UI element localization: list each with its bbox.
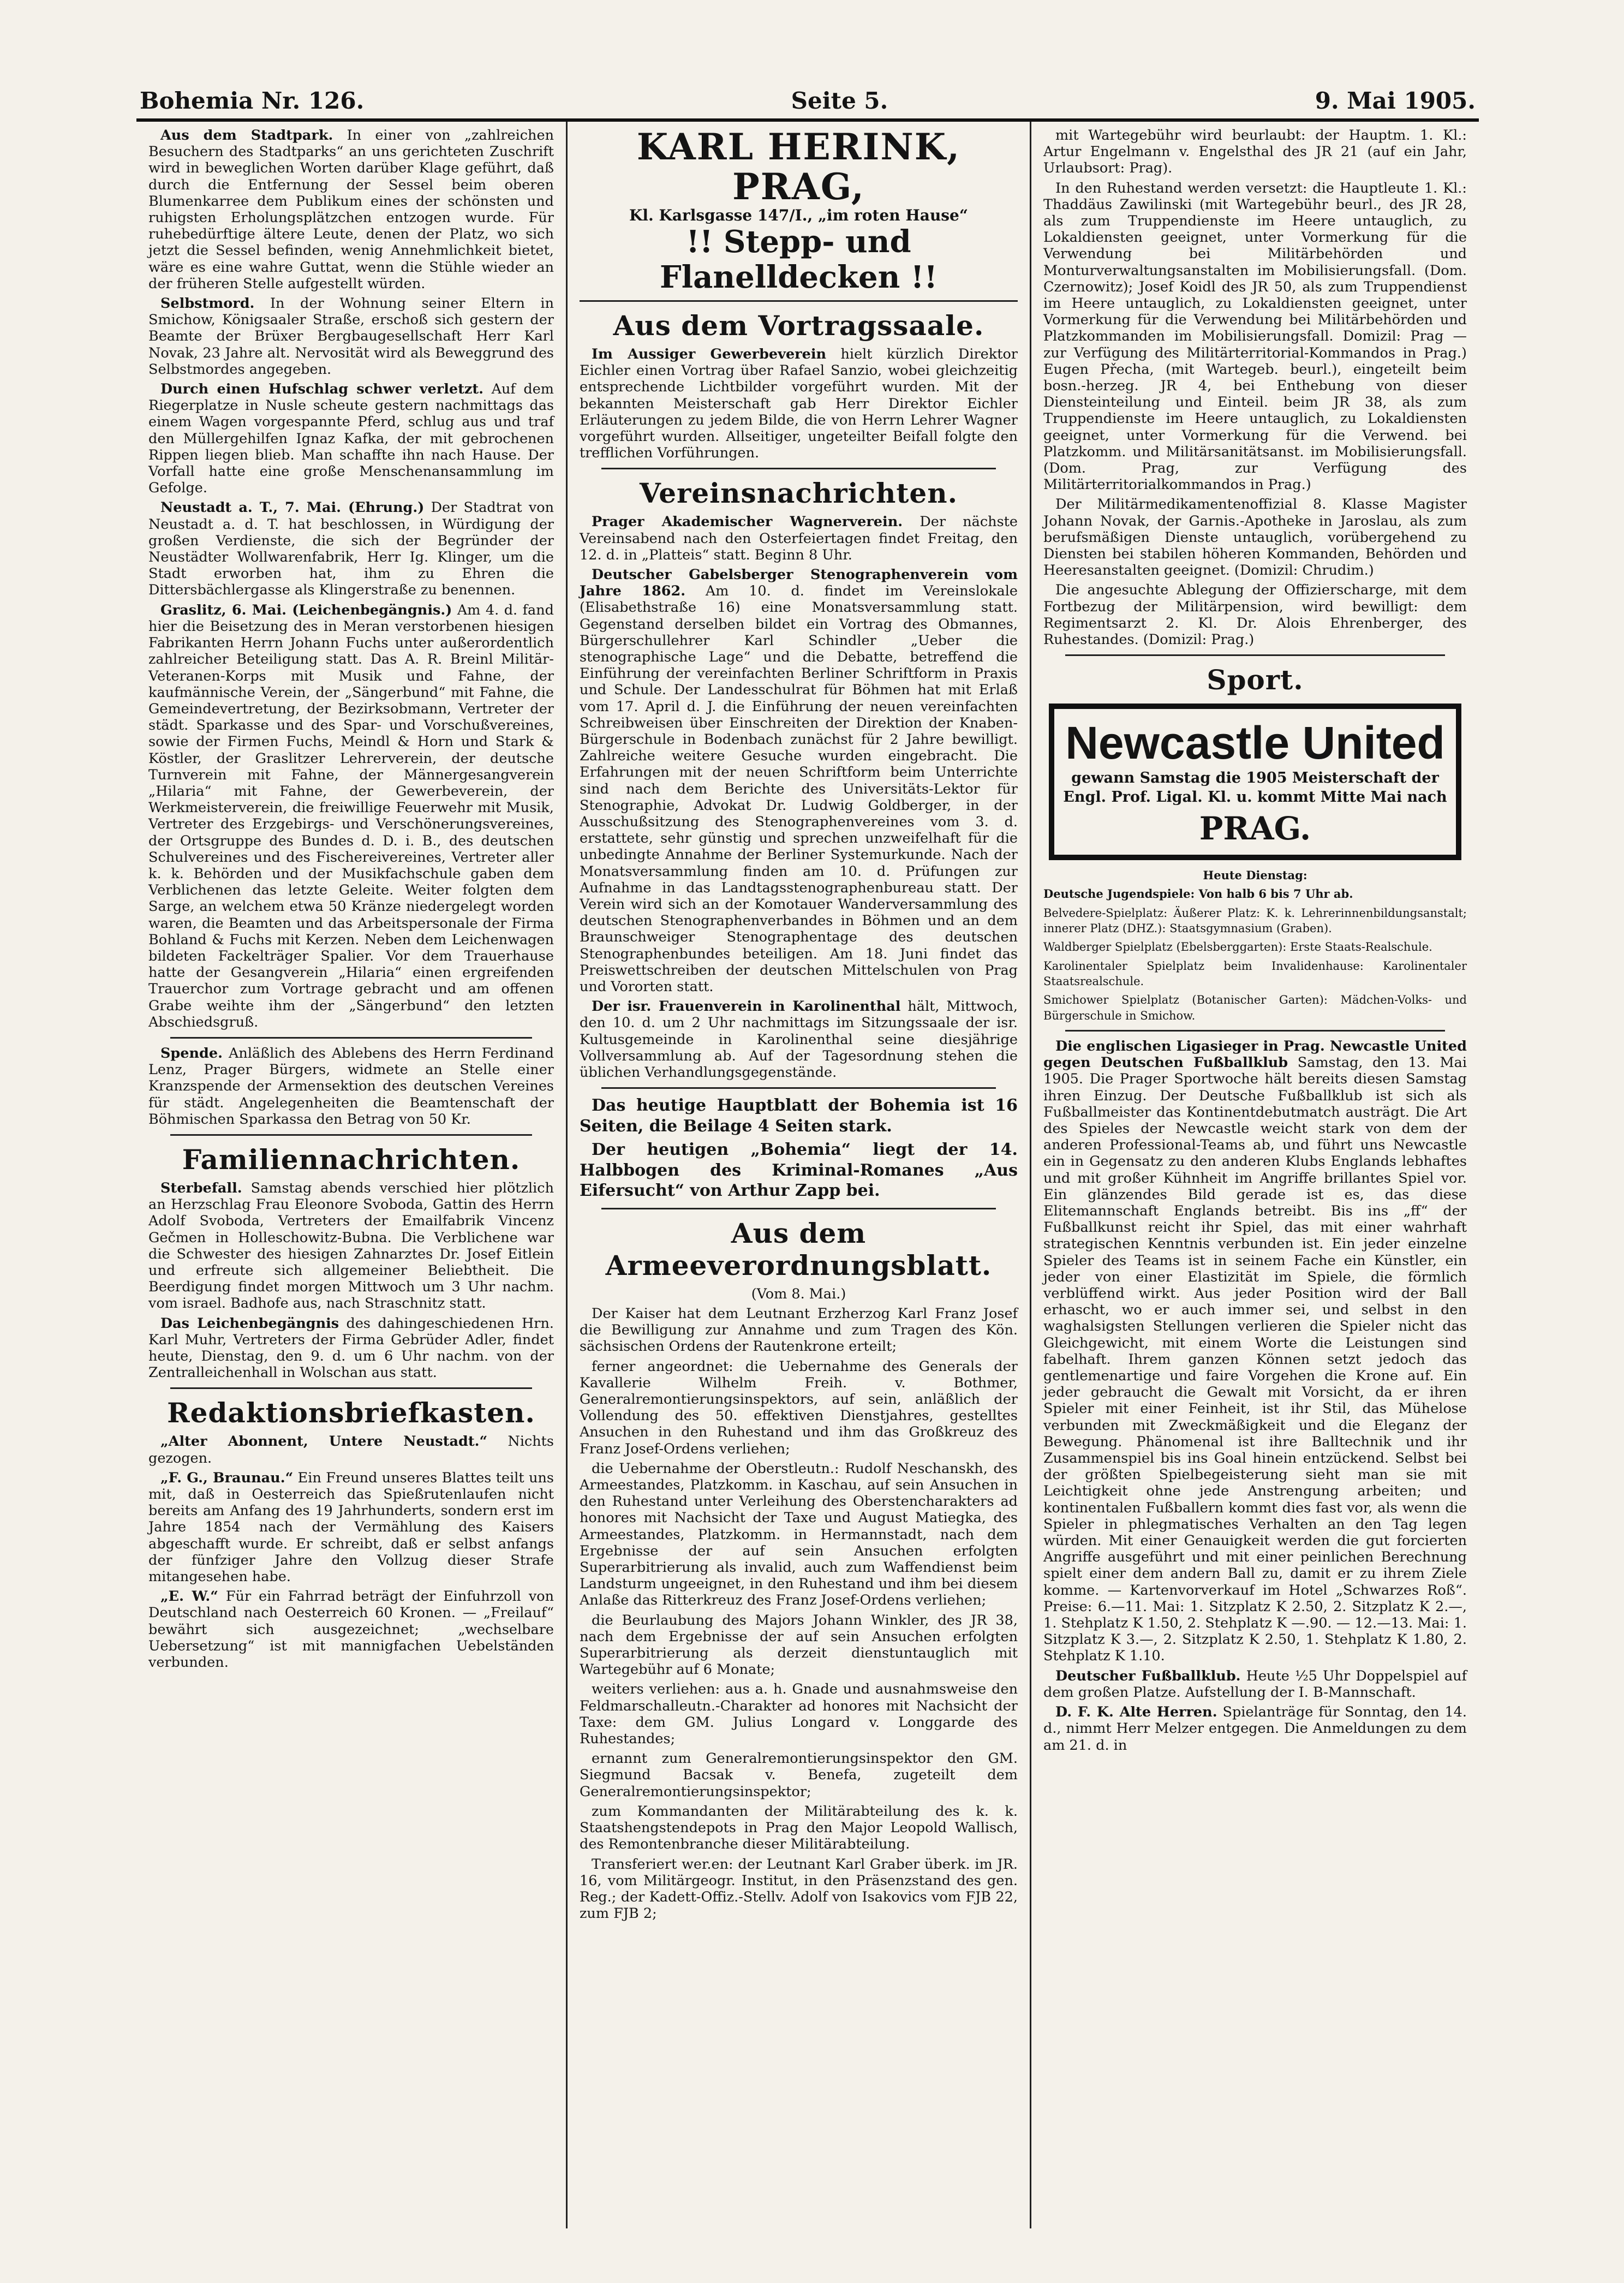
armee-item: zum Kommandanten der Militärabteilung des k. k. Staatshengstendepots in Prag den Major Leopold Wallisch, des Remontenbranche dieser Militärabteilung. [580,1803,1018,1853]
article-hufschlag [148,381,554,496]
article-wagnerverein [580,514,1018,563]
heute-line: Karolinentaler Spielplatz beim Invalidenhause: Karolinentaler Staatsrealschule. [1043,959,1467,988]
section-title-vereinsnachrichten: Vereinsnachrichten. [639,477,958,510]
article-text: Auf dem Riegerplatze in Nusle scheute gestern nachmittags das einem Wagen vorgespannte Pferd, schlug aus und traf den Müllergehilfen Ignaz Kafka, der mit gebrochenen Rippen liegen blieb. Man schaffte ihn nach Hause. Der Vorfall hatte eine große Menschenansammlung im Gefolge. [148,381,554,497]
article-fussballklub [1043,1668,1467,1701]
letter-text: Für ein Fahrrad beträgt der Einfuhrzoll von Deutschland nach Oesterreich 60 Kronen. — „Freilauf“ bewährt sich ausgezeichnet; „wechselbare Uebersetzung“ ist mit mannigfachen Uebelständen verbunden. [148,1588,554,1671]
ad-text: gewann Samstag die 1905 Meisterschaft der Engl. Prof. Ligal. Kl. u. kommt Mitte Mai nach [1063,769,1447,806]
heute-line: Smichower Spielplatz (Botanischer Garten): Mädchen-Volks- und Bürgerschule in Smichow. [1043,993,1467,1022]
ad-product: !! Stepp- und Flanelldecken !! [660,224,938,295]
armee-item: Die angesuchte Ablegung der Offizierscharge, mit dem Fortbezug der Militärpension, wird bewilligt: dem Regimentsarzt 2. Kl. Dr. Alois Ehrenberger, des Ruhestandes. (Domizil: Prag.) [1043,582,1467,648]
divider [601,1087,996,1089]
armee-item: weiters verliehen: aus a. h. Gnade und ausnahmsweise den Feldmarschalleutn.-Charakter ad honores mit Nachsicht der Taxe: dem GM. Julius Longard v. Longgarde des Ruhestandes; [580,1681,1018,1748]
column-1 [136,122,568,2228]
article-text: In einer von „zahlreichen Besuchern des Stadtparks“ an uns gerichteten Zuschrift wird in beweglichen Worten darüber Klage geführt, daß durch die Entfernung der Sessel beim oberen Blumenkarree dem Publikum eines der schönsten und ruhigsten Erholungsplätzchen entzogen wurde. Für ruhebedürftige ältere Leute, denen der Platz, wo sich jetzt die Sessel befinden, wenig Annehmlichkeit bietet, wäre es eine wahre Guttat, wenn die Stühle wieder an der früheren Stelle aufgestellt würden. [148,127,554,292]
article-lead: Durch einen Hufschlag schwer verletzt. [160,381,484,398]
article-text: Spielanträge für Sonntag, den 14. d., nimmt Herr Melzer entgegen. Die Anmeldungen zu dem am 21. d. in [1043,1704,1467,1754]
article-lead: Neustadt a. T., 7. Mai. (Ehrung.) [160,499,425,516]
article-text: Samstag, den 13. Mai 1905. Die Prager Sportwoche hält bereits diesen Samstag ihren Einzug. Der Deutsche Fußballklub ist sich als Fußballmeister das Kontinentdebutmatch austrägt. Die Art des Spieles der Newcastle weicht stark von dem der anderen Professional-Teams ab, und führt uns Newcastle ein in Gegensatz zu den anderen Klubs Englands lebhaftes und mit großer Kühnheit im Angriffe brillantes Spiel vor. Ein glänzendes Bild gerade ist es, das diese Elitemannschaft Englands betreibt. Bis ins „ff“ der Fußballkunst reicht ihr Spiel, das mit einer wahrhaft strategischen Kenntnis verbunden ist. Ein jeder einzelne Spieler des Teams ist in seinem Fache ein Künstler, ein jeder von einer Elastizität im Spiele, die förmlich verblüffend wirkt. Aus jeder Position wird der Ball erhascht, wo er auch immer sei, und selbst in den waghalsigsten Stellungen verlieren die Spieler nicht das Gleichgewicht, mit einem Worte die Leistungen sind fabelhaft. Ihrem ganzen Können setzt jedoch das gentlemenartige und faire Vorgehen die Krone auf. Ein jeder gebraucht die Gewalt mit Vorsicht, da er ihren Spieler mit einer Feinheit, ist ihr Stil, das Mühelose verbunden mit Zweckmäßigkeit und die Eleganz der Bewegung. Phänomenal ist ihre Balltechnik und ihr Zusammenspiel bis ins Goal hinein entzückend. Selbst bei der größten Spielbegeisterung sieht man sie mit Leichtigkeit ohne jede Anstrengung arbeiten; und kontinentalen Fußballern kommt dies fast vor, als wenn die Spieler in phlegmatisches Verhalten an den Tag legen würden. Mit einer Genauigkeit werden die gut forcierten Angriffe ausgeführt und mit einer peinlichen Berechnung spielt einer dem andern Ball zu, damit er zu ihrem Ziele komme. — Kartenvorverkauf im Hotel „Schwarzes Roß“. Preise: 6.—11. Mai: 1. Sitzplatz K 2.50, 2. Sitzplatz K 2.—, 1. Stehplatz K 1.50, 2. Stehplatz K —.90. — 12.—13. Mai: 1. Sitzplatz K 3.—, 2. Sitzplatz K 2.50, 1. Stehplatz K 1.80, 2. Stehplatz K 1.10. [1043,1054,1467,1665]
letter-lead: „Alter Abonnent, Untere Neustadt.“ [160,1433,488,1450]
heute-line: Deutsche Jugendspiele: Von halb 6 bis 7 Uhr ab. [1043,887,1353,901]
article-lead: Im Aussiger Gewerbeverein [592,345,827,362]
ad-headline: KARL HERINK, PRAG, [636,126,961,208]
armee-item: ernannt zum Generalremontierungsinspektor den GM. Siegmund Bacsak v. Benefa, zugeteilt dem Generalremontierungsinspektor; [580,1750,1018,1800]
article-selbstmord [148,295,554,378]
article-text: Der nächste Vereinsabend nach den Osterfeiertagen findet Freitag, den 12. d. in „Platteis“ statt. Beginn 8 Uhr. [580,514,1018,563]
armee-item: In den Ruhestand werden versetzt: die Hauptleute 1. Kl.: Thaddäus Zawilinski (mit Wartegebühr beurl., des JR 28, als zum Truppendienste im Heere untauglich, zu Lokaldiensten geeignet, unter Vormerkung für die Verwendung bei Militärbehörden und Monturverwaltungsanstalten im Mobilisierungsfall. (Dom. Czernowitz); Josef Koidl des JR 50, als zum Truppendienst im Heere untauglich, zu Lokaldiensten geeignet, unter Vormerkung für die Verwendung bei Militärbehörden und Platzkommanden im Mobilisierungsfall. Domizil: Prag — zur Verfügung des Militärterritorial-Kommandos in Prag.) Eugen Přecha, (mit Wartegeb. beurl.), eingeteilt beim bosn.-herzeg. JR 4, bei Enthebung von dieser Diensteinteilung und Einteil. beim JR 38, als zum Truppendienste im Heere untauglich, zu Lokaldiensten geeignet, unter Vormerkung für die Verwend. bei Platzkomm. und Militärsanitätsanst. im Mobilisierungsfall. (Dom. Prag, zur Verfügung des Militärterritorialkommandos in Prag.) [1043,180,1467,493]
header-date: 9. Mai 1905. [1315,87,1476,114]
letter-lead: „E. W.“ [160,1588,218,1605]
armee-item: mit Wartegebühr wird beurlaubt: der Hauptm. 1. Kl.: Artur Engelmann v. Engelsthal des JR 21 (auf ein Jahr, Urlaubsort: Prag). [1043,127,1467,177]
letter-item [148,1470,554,1585]
article-lead: Prager Akademischer Wagnerverein. [592,514,903,530]
article-lead: Aus dem Stadtpark. [160,127,333,144]
header-page-number: Seite 5. [791,87,888,114]
section-title-familiennachrichten: Familiennachrichten. [182,1143,521,1176]
ad-address: Kl. Karlsgasse 147/I., „im roten Hause“ [629,206,968,225]
heute-line: Waldberger Spielplatz (Ebelsberggarten): Erste Staats-Realschule. [1043,940,1432,954]
article-frauenverein [580,998,1018,1081]
armee-item: ferner angeordnet: die Uebernahme des Generals der Kavallerie Wilhelm Freih. v. Bothmer, Generalremontierungsinspektors, auf sein, anläßlich der Vollendung des 50. effektiven Dienstjahres, gestelltes Ansuchen in den Ruhestand und ihm das Großkreuz des Franz Josef-Ordens verliehen; [580,1358,1018,1457]
armee-item: Transferiert wer.en: der Leutnant Karl Graber überk. im JR. 16, vom Militärgeogr. Institut, in den Präsenzstand des gen. Reg.; der Kadett-Offiz.-Stellv. Adolf von Isakovics vom FJB 22, zum FJB 2; [580,1856,1018,1922]
ad-headline: Newcastle United [1065,717,1445,769]
armee-item: die Beurlaubung des Majors Johann Winkler, des JR 38, nach dem Ergebnisse der auf sein Ansuchen erfolgten Superarbitrierung als derzeit dienstuntauglich mit Wartegebühr auf 6 Monate; [580,1612,1018,1678]
column-2 [568,122,1031,2228]
article-lead: Die englischen Ligasieger in Prag. Newcastle United gegen Deutschen Fußballklub [1043,1038,1467,1071]
armee-item: Der Militärmedikamentenoffizial 8. Klasse Magister Johann Novak, der Garnis.-Apotheke in Jaroslau, als zum berufsmäßigen Dienste untauglich, vorübergehend zu Diensten bei stabilen höheren Kommanden, Behörden und Heeresanstalten geeignet. (Domizil: Chrudim.) [1043,496,1467,579]
divider [170,1037,532,1039]
article-lead: Spende. [160,1045,223,1062]
article-alte-herren [1043,1704,1467,1754]
advertisement-herink [580,127,1018,302]
article-text: hält, Mittwoch, den 10. d. um 2 Uhr nachmittags im Sitzungssaale der isr. Kultusgemeinde in Karolinenthal seine diesjährige Vollversammlung ab. Auf der Tagesordnung stehen die üblichen Verhandlungsgegenstände. [580,998,1018,1081]
section-title-redaktionsbriefkasten: Redaktionsbriefkasten. [167,1397,535,1429]
article-lead: D. F. K. Alte Herren. [1055,1704,1217,1721]
divider [170,1134,532,1136]
newspaper-page [136,87,1479,2243]
article-text: Am 4. d. fand hier die Beisetzung des in Meran verstorbenen hiesigen Fabrikanten Herrn Johann Fuchs unter außerordentlich zahlreicher Beteiligung statt. Das A. R. Breinl Militär-Veteranen-Korps mit Musik und Fahne, der kaufmännische Verein, der „Sängerbund“ mit Fahne, die Gemeindevertretung, der Bezirksobmann, Vertreter der städt. Sparkasse und des Spar- und Vorschußvereines, sowie der Firmen Fuchs, Meindl & Horn und Stark & Köstler, der Graslitzer Lehrerverein, der deutsche Turnverein mit Fahne, der Männergesangverein „Hilaria“ mit Fahne, der Gewerbeverein, der Werkmeisterverein, die freiwillige Feuerwehr mit Musik, Vertreter des Erzgebirgs- und Verschönerungsvereines, der Ortsgruppe des Bundes d. D. i. B., des deutschen Schulvereines und des Fischereivereines, Vertreter aller k. k. Behörden und der Musikfachschule gaben dem Verblichenen das letzte Geleite. Weiter folgten dem Sarge, an welchem etwa 50 Kränze niedergelegt worden waren, die Beamten und das Arbeitspersonale der Firma Bohland & Fuchs mit Kerzen. Neben dem Leichenwagen bildeten Fackelträger Spalier. Vor dem Trauerhause hatte der Gesangverein „Hilaria“ einen ergreifenden Trauerchor zum Vortrage gebracht und am offenen Grabe weihte ihm der „Sängerbund“ den letzten Abschiedsgruß. [148,601,554,1030]
article-lead: Der isr. Frauenverein in Karolinenthal [592,998,901,1015]
notice-page-count: Das heutige Hauptblatt der Bohemia ist 16 Seiten, die Beilage 4 Seiten stark. [580,1096,1018,1136]
article-text: Samstag abends verschied hier plötzlich an Herzschlag Frau Eleonore Svoboda, Gattin des Herrn Adolf Svoboda, Vertreters der Emailfabrik Vincenz Gečmen in Holleschowitz-Bubna. Die Verblichene war die Schwester des hiesigen Zahnarztes Dr. Josef Eitlein und erfreute sich allgemeiner Beliebtheit. Die Beerdigung findet morgen Mittwoch um 3 Uhr nachm. vom israel. Badhofe aus, nach Straschnitz statt. [148,1179,554,1312]
letter-lead: „F. G., Braunau.“ [160,1469,294,1486]
armee-item: die Uebernahme der Oberstleutn.: Rudolf Neschanskh, des Armeestandes, Platzkomm. in Kaschau, auf sein Ansuchen in den Ruhestand unter Verleihung des Oberstencharakters ad honores mit Nachsicht der Taxe und August Matiegka, des Armeestandes, Platzkomm. in Hermannstadt, nach dem Ergebnisse der auf sein Ansuchen erfolgten Superarbitrierung als invalid, auch zum Waffendienst beim Landsturm ungeeignet, in den Ruhestand und ihm bei diesem Anlaße das Ritterkreuz des Franz Josef-Ordens verliehen; [580,1460,1018,1609]
article-graslitz [148,602,554,1030]
article-englische-ligasieger [1043,1038,1467,1665]
article-leichenbegaengnis [148,1315,554,1381]
heute-title: Heute Dienstag: [1203,868,1307,882]
running-header [136,87,1479,122]
section-title-sport: Sport. [1207,664,1304,696]
article-lead: Deutscher Gabelsberger Stenographenverein vom Jahre 1862. [580,567,1018,600]
header-issue: Bohemia Nr. 126. [140,87,365,114]
armee-item: Der Kaiser hat dem Leutnant Erzherzog Karl Franz Josef die Bewilligung zur Annahme und zum Tragen des Kön. sächsischen Ordens der Rautenkrone erteilt; [580,1306,1018,1355]
article-text: In der Wohnung seiner Eltern in Smichow, Königsaaler Straße, erschoß sich gestern der Beamte der Brüxer Bergbaugesellschaft Herr Karl Novak, 23 Jahre alt. Nervosität wird als Beweggrund des Selbstmordes angegeben. [148,295,554,378]
letter-item [148,1588,554,1671]
article-vortrag [580,346,1018,461]
article-text: Am 10. d. findet im Vereinslokale (Elisabethstraße 16) eine Monatsversammlung statt. Gegenstand derselben bildet ein Vortrag des Obmannes, Bürgerschullehrer Karl Schindler „Ueber die stenographische Lage“ und die Debatte, betreffend die Einführung der vereinfachten Berliner Schriftform in Praxis und Schule. Der Landesschulrat für Böhmen hat mit Erlaß vom 17. April d. J. die Einführung der neuen vereinfachten Schreibweisen über Einschreiten der Direktion der Knaben-Bürgerschule in Bodenbach zunächst für 2 Jahre bewilligt. Zahlreiche weitere Gesuche wurden eingebracht. Die Erfahrungen mit der neuen Schriftform beim Unterrichte sind nach dem Berichte des Universitäts-Lektor für Stenographie, Advokat Dr. Ludwig Goldberger, in der Ausschußsitzung des Stenographenvereines vom 3. d. erstattete, sehr günstig und sprechen unzweifelhaft für die unbedingte Annahme der Berliner Systemurkunde. Nach der Monatsversammlung finden am 10. d. Prüfungen zur Aufnahme in das Landtagsstenographenbureau statt. Der Verein wird sich an der Komotauer Wanderversammlung des deutschen Stenographenverbandes in Böhmen und an dem Braunschweiger Stenographentage des deutschen Stenographenbundes beteiligen. Am 18. Juni findet das Preiswettschreiben der deutschen Mittelschulen von Prag und Vororten statt. [580,583,1018,996]
ad-city: PRAG. [1199,809,1311,847]
article-lead: Deutscher Fußballklub. [1055,1667,1241,1684]
section-title-vortragssaale: Aus dem Vortragssaale. [613,309,984,342]
divider [170,1387,532,1389]
article-lead: Graslitz, 6. Mai. (Leichenbegängnis.) [160,601,452,618]
heute-line: Belvedere-Spielplatz: Äußerer Platz: K. k. Lehrerinnenbildungsanstalt; innerer Platz (DHZ.): Staatsgymnasium (Graben). [1043,906,1467,935]
divider [1065,654,1445,656]
advertisement-newcastle [1049,704,1461,860]
article-text: Der Stadtrat von Neustadt a. d. T. hat beschlossen, in Würdigung der großen Verdienste, die sich der Begründer der Neustädter Wollwarenfabrik, Herr Ig. Klinger, um die Stadt erworben hat, ihm zu Ehren die Dittersbächlergasse als Klingerstraße zu benennen. [148,499,554,599]
article-text: des dahingeschiedenen Hrn. Karl Muhr, Vertreters der Firma Gebrüder Adler, findet heute, Dienstag, den 9. d. um 6 Uhr nachm. von der Zentralleichenhall in Wolschan aus statt. [148,1315,554,1381]
divider [601,1208,996,1209]
article-text: Heute ½5 Uhr Doppelspiel auf dem großen Platze. Aufstellung der I. B-Mannschaft. [1043,1667,1467,1701]
article-lead: Selbstmord. [160,295,255,312]
article-lead: Sterbefall. [160,1179,242,1196]
letter-text: Ein Freund unseres Blattes teilt uns mit, daß in Oesterreich das Spießrutenlaufen nicht bereits am Anfang des 19 Jahrhunderts, sondern erst im Jahre 1854 nach der Vermählung des Kaisers abgeschafft wurde. Er schreibt, daß er selbst anfangs der fünfziger Jahre den Vollzug dieser Strafe mitangesehen habe. [148,1469,554,1585]
article-spende [148,1045,554,1128]
divider [601,468,996,469]
letter-text: Nichts gezogen. [148,1433,554,1467]
article-text: Anläßlich des Ablebens des Herrn Ferdinand Lenz, Prager Bürgers, widmete an Stelle einer Kranzspende der Armensektion des deutschen Vereines für städt. Angelegenheiten die Beamtenschaft der Böhmischen Sparkassa den Betrag von 50 Kr. [148,1045,554,1128]
article-stenographen [580,567,1018,995]
article-neustadt [148,499,554,598]
notice-novel-supplement: Der heutigen „Bohemia“ liegt der 14. Halbbogen des Kriminal-Romanes „Aus Eifersucht“ von Arthur Zapp bei. [580,1140,1018,1201]
section-title-armeeverordnungsblatt: Aus dem Armeeverordnungsblatt. [605,1217,992,1281]
letter-item [148,1433,554,1466]
article-text: hielt kürzlich Direktor Eichler einen Vortrag über Rafael Sanzio, wobei gleichzeitig entsprechende Lichtbilder vorgeführt wurden. Mit der bekannten Meisterschaft gab Herr Direktor Eichler Erläuterungen zu jedem Bilde, die von Herrn Lehrer Wagner vorgeführt wurden. Allseitiger, ungeteilter Beifall folgte den trefflichen Vorführungen. [580,345,1018,462]
article-lead: Das Leichenbegängnis [160,1315,339,1332]
divider [1065,1030,1445,1032]
article-sterbefall [148,1180,554,1312]
article-stadtpark [148,127,554,292]
armee-date: (Vom 8. Mai.) [751,1285,846,1302]
column-3 [1031,122,1479,2228]
